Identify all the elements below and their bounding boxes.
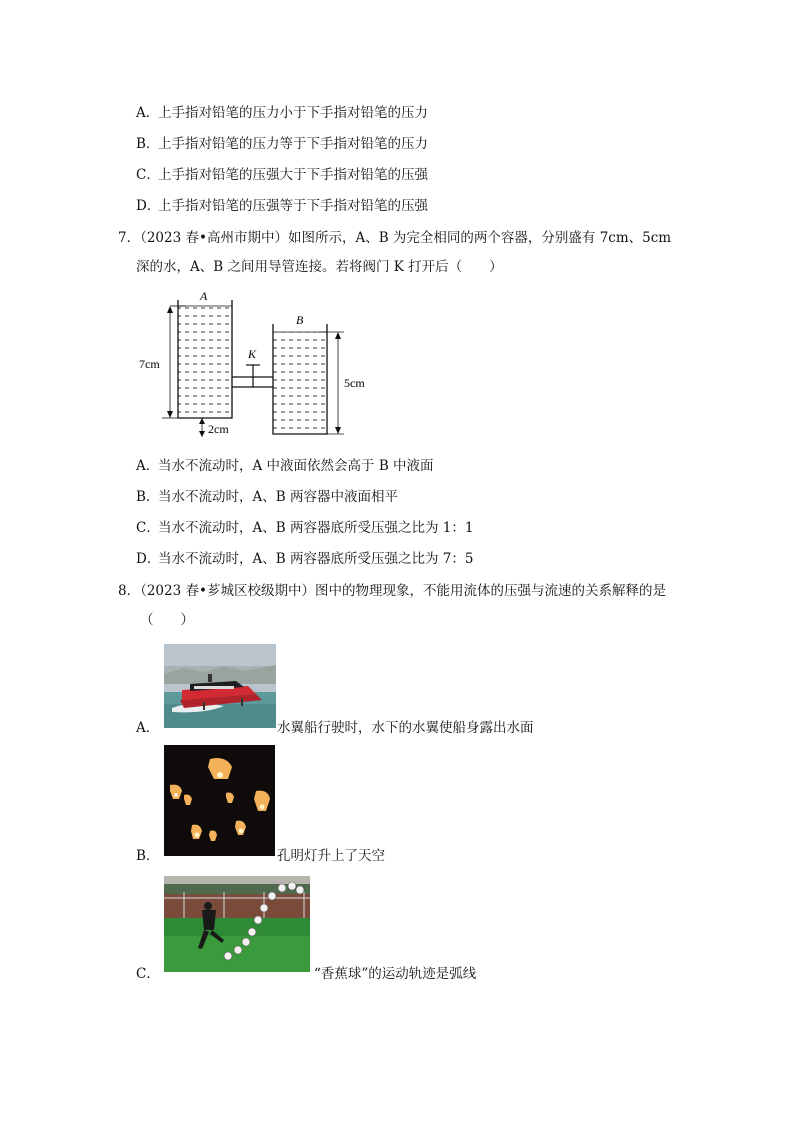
option-text: 当水不流动时，A 中液面依然会高于 B 中液面	[158, 458, 434, 474]
option-text: 当水不流动时，A、B 两容器中液面相平	[158, 489, 398, 505]
label-b: B	[296, 313, 304, 327]
option-text: 上手指对铅笔的压强等于下手指对铅笔的压强	[158, 198, 428, 214]
option-label: B．	[136, 136, 160, 152]
q7-connected-containers-diagram	[136, 288, 386, 440]
q6-option-d	[136, 197, 428, 215]
label-2cm: 2cm	[208, 422, 229, 436]
container-b-water	[273, 332, 327, 434]
q7-stem-line2: 深的水，A、B 之间用导管连接。若将阀门 K 打开后（ ）	[136, 259, 503, 275]
q6-option-a	[136, 104, 428, 122]
option-text: 上手指对铅笔的压强大于下手指对铅笔的压强	[158, 167, 428, 183]
label-a: A	[200, 289, 208, 303]
q7-option-a	[136, 457, 434, 475]
q8-option-b-label: B．	[136, 848, 160, 864]
option-label: B．	[136, 489, 160, 505]
option-label: A．	[136, 458, 160, 474]
label-k: K	[248, 347, 257, 361]
option-label: C．	[136, 167, 160, 183]
option-text: 当水不流动时，A、B 两容器底所受压强之比为 7：5	[158, 551, 474, 567]
q8-option-c-text: “香蕉球”的运动轨迹是弧线	[314, 966, 477, 982]
q8-stem-line2: （ ）	[140, 612, 194, 628]
option-text: 上手指对铅笔的压力等于下手指对铅笔的压力	[158, 136, 428, 152]
option-label: C．	[136, 520, 160, 536]
q7-option-b	[136, 488, 398, 506]
q8-option-b-text: 孔明灯升上了天空	[277, 848, 385, 864]
option-label: D．	[136, 551, 161, 567]
q8-stem-line1: 8．（2023 春•芗城区校级期中）图中的物理现象，不能用流体的压强与流速的关系解释的是	[118, 583, 666, 599]
q8-option-c-label: C．	[136, 966, 160, 982]
label-5cm: 5cm	[344, 376, 365, 390]
container-a-water	[178, 306, 232, 418]
hydrofoil-boat-photo	[164, 644, 276, 728]
q8-option-a-text: 水翼船行驶时，水下的水翼使船身露出水面	[277, 720, 534, 736]
banana-kick-photo	[164, 876, 310, 972]
option-label: A．	[136, 105, 160, 121]
q7-option-c	[136, 519, 473, 537]
q7-stem-line1: 7．（2023 春•高州市期中）如图所示，A、B 为完全相同的两个容器，分别盛有 7cm、5cm	[118, 230, 672, 246]
label-7cm: 7cm	[139, 357, 160, 371]
sky-lanterns-photo	[164, 745, 275, 856]
option-text: 上手指对铅笔的压力小于下手指对铅笔的压力	[158, 105, 428, 121]
option-text: 当水不流动时，A、B 两容器底所受压强之比为 1：1	[158, 520, 474, 536]
q6-option-c	[136, 166, 428, 184]
q7-option-d	[136, 550, 473, 568]
q6-option-b	[136, 135, 428, 153]
q8-option-a-label: A．	[136, 720, 160, 736]
option-label: D．	[136, 198, 161, 214]
